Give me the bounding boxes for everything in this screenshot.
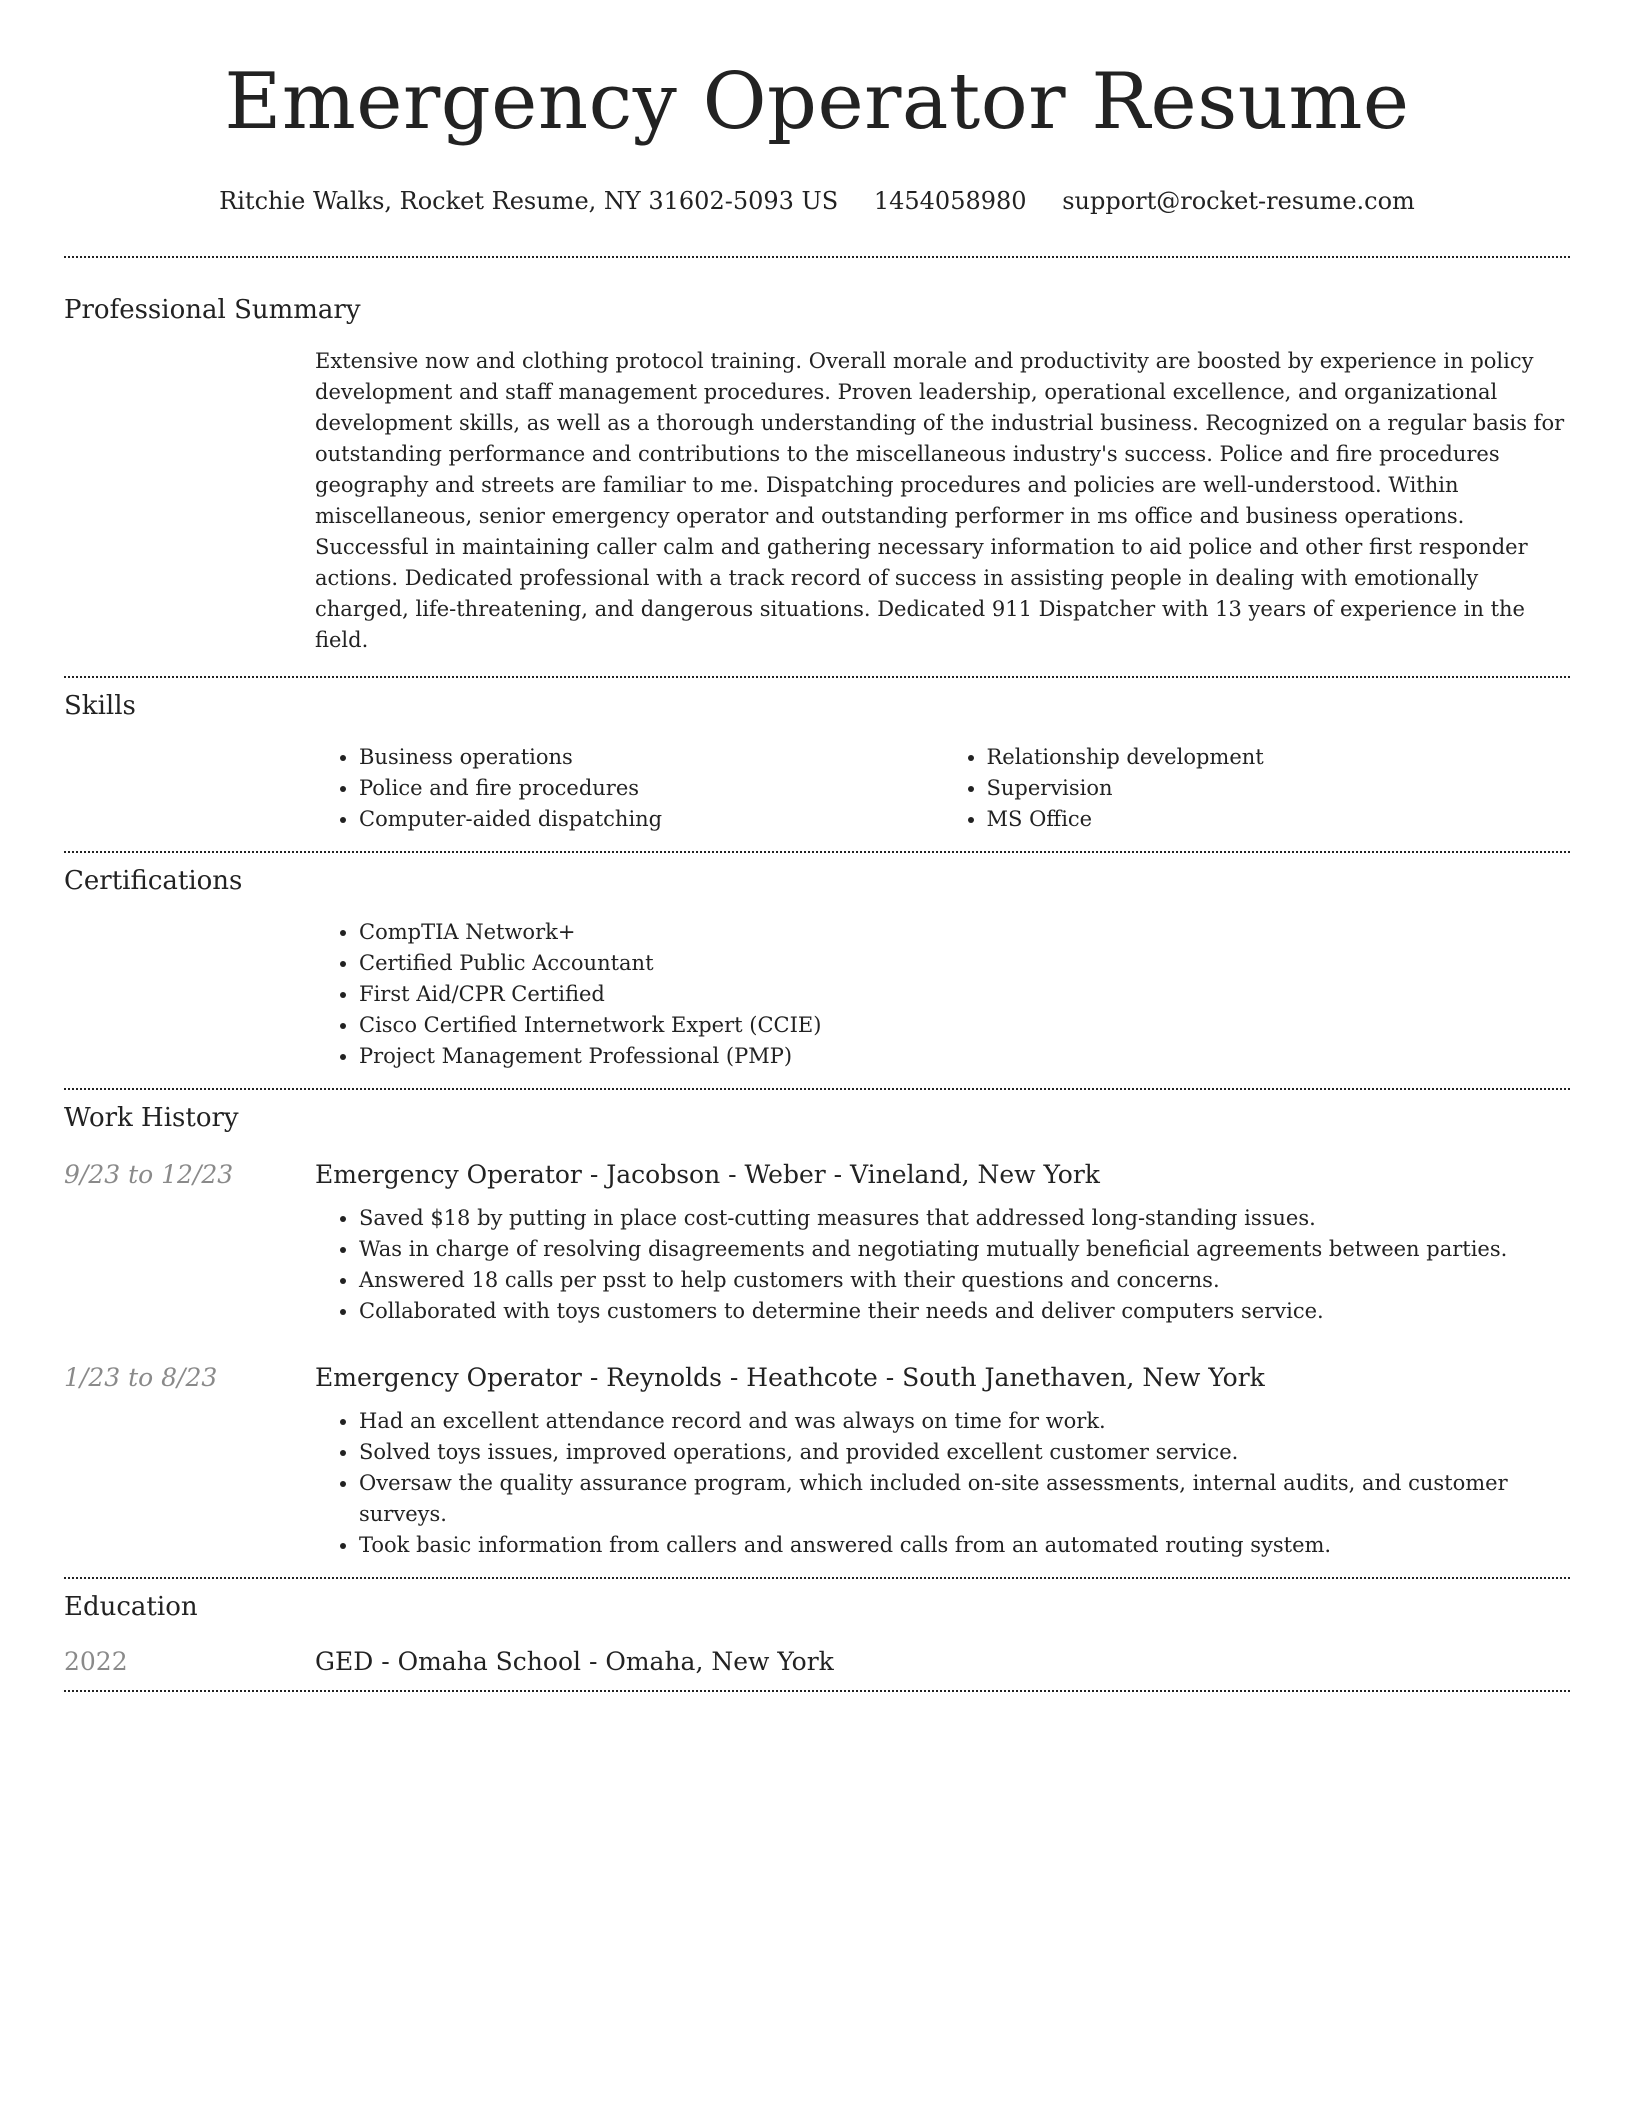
contact-phone: 1454058980 bbox=[873, 187, 1027, 215]
job-details bbox=[315, 1203, 1570, 1327]
skill-item: • Police and fire procedures bbox=[359, 773, 943, 804]
job-entry bbox=[64, 1363, 1570, 1561]
job-bullets bbox=[315, 1406, 1570, 1561]
certification-item: • CompTIA Network+ bbox=[359, 917, 1570, 948]
skill-item: • Supervision bbox=[987, 773, 1571, 804]
job-bullet: • Took basic information from callers and answered calls from an automated routing system. bbox=[359, 1530, 1570, 1561]
summary-body bbox=[315, 346, 1570, 656]
job-details bbox=[315, 1406, 1570, 1561]
job-title: Emergency Operator - Reynolds - Heathcote - South Janethaven, New York bbox=[315, 1363, 1265, 1392]
section-heading-summary: Professional Summary bbox=[64, 295, 361, 325]
job-entry bbox=[64, 1160, 1570, 1327]
summary-section bbox=[64, 258, 1570, 656]
job-bullet: • Had an excellent attendance record and was always on time for work. bbox=[359, 1406, 1570, 1437]
certifications-list bbox=[315, 917, 1570, 1072]
job-bullet: • Solved toys issues, improved operations, and provided excellent customer service. bbox=[359, 1437, 1570, 1468]
resume-title: Emergency Operator Resume bbox=[224, 57, 1410, 147]
job-bullet: • Was in charge of resolving disagreements and negotiating mutually beneficial agreements between parties. bbox=[359, 1234, 1570, 1265]
contact-email: support@rocket-resume.com bbox=[1062, 187, 1415, 215]
divider bbox=[64, 1690, 1570, 1692]
work-section bbox=[64, 1090, 1570, 1561]
certifications-body bbox=[315, 917, 1570, 1072]
job-dates: 1/23 to 8/23 bbox=[64, 1363, 218, 1392]
section-heading-certifications: Certifications bbox=[64, 866, 243, 896]
job-bullet: • Saved $18 by putting in place cost-cutting measures that addressed long-standing issues. bbox=[359, 1203, 1570, 1234]
education-section bbox=[64, 1579, 1570, 1676]
skill-item: • Computer-aided dispatching bbox=[359, 804, 943, 835]
certification-item: • First Aid/CPR Certified bbox=[359, 979, 1570, 1010]
resume-page bbox=[64, 0, 1570, 1692]
skill-item: • MS Office bbox=[987, 804, 1571, 835]
skill-item: • Relationship development bbox=[987, 742, 1571, 773]
job-bullet: • Oversaw the quality assurance program, which included on-site assessments, internal audits, and customer surveys. bbox=[359, 1468, 1570, 1530]
education-year: 2022 bbox=[64, 1647, 128, 1676]
education-entry bbox=[64, 1647, 1570, 1676]
certification-item: • Certified Public Accountant bbox=[359, 948, 1570, 979]
skills-list-right bbox=[943, 742, 1571, 835]
certification-item: • Cisco Certified Internetwork Expert (CCIE) bbox=[359, 1010, 1570, 1041]
summary-text: Extensive now and clothing protocol training. Overall morale and productivity are boosted by experience in policy development and staff management procedures. Proven leadership, operational excellence, and organizational development skills, as well as a thorough understanding of the industrial business. Recognized on a regular basis for outstanding performance and contributions to the miscellaneous industry's success. Police and fire procedures geography and streets are familiar to me. Dispatching procedures and policies are well-understood. Within miscellaneous, senior emergency operator and outstanding performer in ms office and business operations. Successful in maintaining caller calm and gathering necessary information to aid police and other first responder actions. Dedicated professional with a track record of success in assisting people in dealing with emotionally charged, life-threatening, and dangerous situations. Dedicated 911 Dispatcher with 13 years of experience in the field. bbox=[315, 349, 1565, 652]
section-heading-skills: Skills bbox=[64, 691, 136, 721]
job-dates: 9/23 to 12/23 bbox=[64, 1160, 234, 1189]
job-title: Emergency Operator - Jacobson - Weber - Vineland, New York bbox=[315, 1160, 1100, 1189]
contact-address: Ritchie Walks, Rocket Resume, NY 31602-5093 US bbox=[219, 187, 839, 215]
job-bullet: • Collaborated with toys customers to determine their needs and deliver computers service. bbox=[359, 1296, 1570, 1327]
skills-grid bbox=[315, 742, 1570, 835]
skill-item: • Business operations bbox=[359, 742, 943, 773]
contact-line bbox=[64, 184, 1570, 218]
job-bullets bbox=[315, 1203, 1570, 1327]
job-bullet: • Answered 18 calls per psst to help customers with their questions and concerns. bbox=[359, 1265, 1570, 1296]
section-heading-work: Work History bbox=[64, 1103, 239, 1133]
section-heading-education: Education bbox=[64, 1592, 198, 1622]
education-detail: GED - Omaha School - Omaha, New York bbox=[315, 1647, 834, 1676]
certification-item: • Project Management Professional (PMP) bbox=[359, 1041, 1570, 1072]
job-header bbox=[64, 1363, 1570, 1392]
skills-list-left bbox=[315, 742, 943, 835]
certifications-section bbox=[64, 853, 1570, 1072]
job-header bbox=[64, 1160, 1570, 1189]
skills-section bbox=[64, 678, 1570, 835]
